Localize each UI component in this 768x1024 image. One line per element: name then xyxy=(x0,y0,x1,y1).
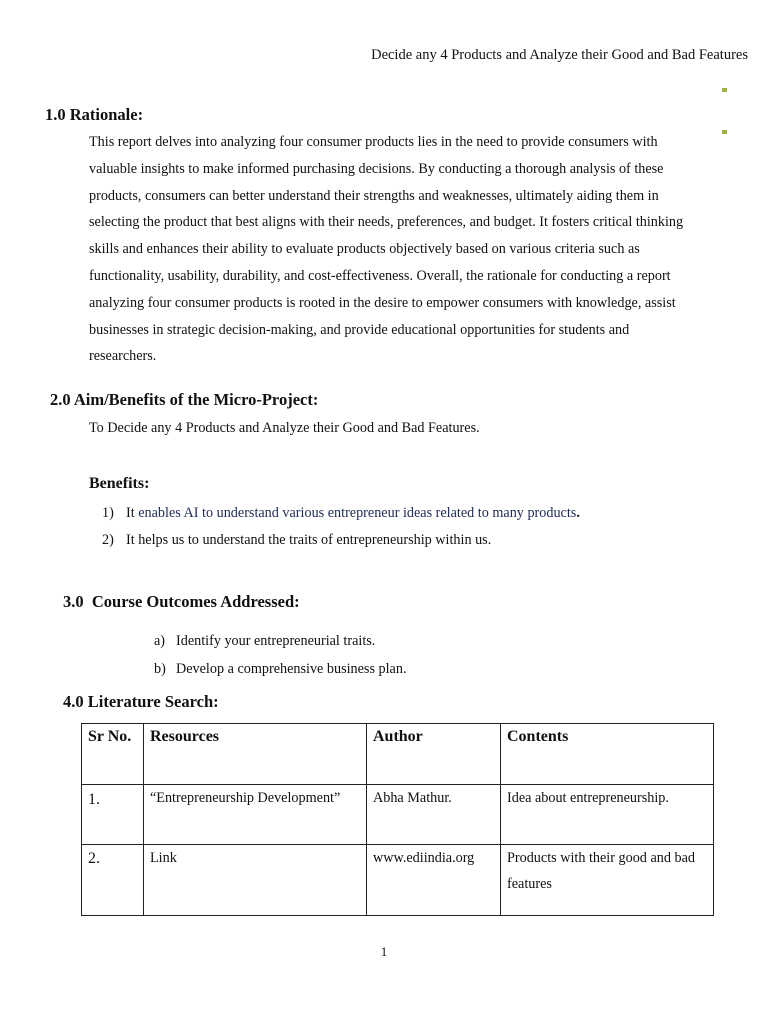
table-cell: Products with their good and bad features xyxy=(501,845,714,916)
table-row xyxy=(82,785,714,845)
outcome-text: Develop a comprehensive business plan. xyxy=(176,661,407,677)
rationale-line: businesses in strategic decision-making, and provide educational opportunities for students and xyxy=(89,321,630,338)
benefit-text-end: . xyxy=(576,505,580,521)
margin-marker xyxy=(722,88,727,92)
aim-heading: 2.0 Aim/Benefits of the Micro-Project: xyxy=(50,390,319,409)
rationale-line: products, consumers can better understand their strengths and weaknesses, ultimately aiding them in xyxy=(89,187,659,204)
benefit-text: It helps us to understand the traits of entrepreneurship within us. xyxy=(126,532,492,548)
benefit-item xyxy=(102,505,580,522)
table-row xyxy=(82,845,714,916)
table-cell: 1. xyxy=(82,785,144,845)
table-cell: Abha Mathur. xyxy=(367,785,501,845)
column-header: Author xyxy=(367,724,501,785)
rationale-line: valuable insights to make informed purchasing decisions. By conducting a thorough analysis of these xyxy=(89,160,664,177)
benefit-text: enables AI to understand various entrepreneur ideas related to many products xyxy=(138,505,577,521)
column-header: Sr No. xyxy=(82,724,144,785)
aim-text: To Decide any 4 Products and Analyze their Good and Bad Features. xyxy=(89,420,480,436)
rationale-line: This report delves into analyzing four consumer products lies in the need to provide consumers with xyxy=(89,134,658,150)
list-letter: b) xyxy=(154,661,166,677)
literature-table xyxy=(81,723,714,916)
rationale-line: skills and enhances their ability to evaluate products objectively based on various criteria such as xyxy=(89,241,640,258)
rationale-line: functionality, usability, durability, and cost-effectiveness. Overall, the rationale for conducting a report xyxy=(89,267,671,284)
rationale-line: researchers. xyxy=(89,348,157,365)
rationale-line: selecting the product that best aligns with their needs, preferences, and budget. It fosters critical thinking xyxy=(89,214,684,231)
table-header-row xyxy=(82,724,714,785)
table-cell: Idea about entrepreneurship. xyxy=(501,785,714,845)
rationale-heading: 1.0 Rationale: xyxy=(45,105,144,124)
rationale-line: analyzing four consumer products is rooted in the desire to empower consumers with knowledge, assist xyxy=(89,294,676,311)
benefit-item xyxy=(102,532,491,549)
benefits-title: Benefits: xyxy=(89,475,150,492)
list-number: 1) xyxy=(102,505,114,521)
course-outcomes-heading: 3.0 Course Outcomes Addressed: xyxy=(63,592,300,611)
list-number: 2) xyxy=(102,532,114,548)
page-header-title: Decide any 4 Products and Analyze their Good and Bad Features xyxy=(371,47,748,63)
outcome-item xyxy=(154,633,375,650)
outcome-item xyxy=(154,661,407,678)
list-letter: a) xyxy=(154,633,166,649)
page-number: 1 xyxy=(380,944,388,959)
table-cell: “Entrepreneurship Development” xyxy=(144,785,367,845)
outcome-text: Identify your entrepreneurial traits. xyxy=(176,633,376,649)
table-cell: 2. xyxy=(82,845,144,916)
column-header: Resources xyxy=(144,724,367,785)
table-cell: www.ediindia.org xyxy=(367,845,501,916)
table-cell: Link xyxy=(144,845,367,916)
literature-heading: 4.0 Literature Search: xyxy=(63,692,219,711)
benefit-text-pre: It xyxy=(126,505,139,521)
rationale-paragraph xyxy=(89,129,729,370)
column-header: Contents xyxy=(501,724,714,785)
